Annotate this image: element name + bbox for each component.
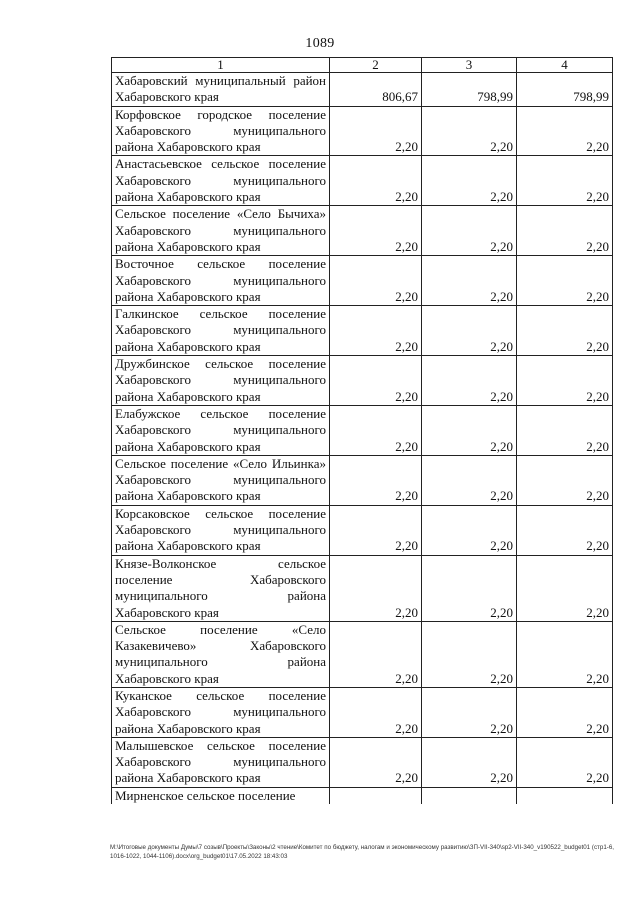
table-body [112,73,613,805]
municipality-name: Куканское сельское поселение Хабаровского муниципального района Хабаровского края [112,687,330,737]
budget-table [111,57,613,804]
table-row [112,621,613,687]
value-col4: 2,20 [517,555,613,621]
column-header-2: 2 [330,58,422,73]
value-col2: 2,20 [330,306,422,356]
value-col3: 2,20 [422,356,517,406]
value-col2: 2,20 [330,505,422,555]
value-col4: 2,20 [517,621,613,687]
table-row [112,455,613,505]
municipality-name: Дружбинское сельское поселение Хабаровского муниципального района Хабаровского края [112,356,330,406]
table-row [112,206,613,256]
value-col2: 806,67 [330,73,422,107]
table-row [112,106,613,156]
value-col2: 2,20 [330,156,422,206]
value-col2: 2,20 [330,555,422,621]
value-col3: 2,20 [422,256,517,306]
value-col4: 2,20 [517,737,613,787]
value-col3: 798,99 [422,73,517,107]
value-col2: 2,20 [330,356,422,406]
value-col3: 2,20 [422,455,517,505]
municipality-name: Корфовское городское поселение Хабаровского муниципального района Хабаровского края [112,106,330,156]
value-col2: 2,20 [330,206,422,256]
value-col2: 2,20 [330,621,422,687]
municipality-name: Князе-Волконское сельское поселение Хабаровского муниципального района Хабаровского края [112,555,330,621]
value-col2: 2,20 [330,455,422,505]
value-col4: 2,20 [517,356,613,406]
value-col4: 2,20 [517,687,613,737]
value-col4: 798,99 [517,73,613,107]
value-col3: 2,20 [422,505,517,555]
value-col4: 2,20 [517,106,613,156]
table-row [112,356,613,406]
table-row [112,737,613,787]
value-col2: 2,20 [330,106,422,156]
value-col4: 2,20 [517,156,613,206]
column-header-3: 3 [422,58,517,73]
municipality-name: Галкинское сельское поселение Хабаровского муниципального района Хабаровского края [112,306,330,356]
value-col2: 2,20 [330,256,422,306]
table-row [112,306,613,356]
value-col4: 2,20 [517,256,613,306]
column-header-1: 1 [112,58,330,73]
value-col3: 2,20 [422,621,517,687]
table-row [112,405,613,455]
value-col4: 2,20 [517,405,613,455]
value-col3: 2,20 [422,106,517,156]
municipality-name: Малышевское сельское поселение Хабаровского муниципального района Хабаровского края [112,737,330,787]
value-col2: 2,20 [330,687,422,737]
table-row [112,73,613,107]
document-file-path: M:\Итоговые документы Думы\7 созыв\Проекты\Законы\2 чтение\Комитет по бюджету, налогам и экономическому развитию\ЗП-VII-340\sp2-VII-340_v190522_budget01 (стр1-6, 1016-1022, 1044-1106).docx\org_budget01\17.05.2022 18:43:03 [110,844,614,860]
municipality-name: Елабужское сельское поселение Хабаровского муниципального района Хабаровского края [112,405,330,455]
value-col3: 2,20 [422,555,517,621]
table-row [112,687,613,737]
value-col3 [422,787,517,804]
column-header-4: 4 [517,58,613,73]
municipality-name: Восточное сельское поселение Хабаровского муниципального района Хабаровского края [112,256,330,306]
table-row [112,256,613,306]
value-col3: 2,20 [422,405,517,455]
value-col4: 2,20 [517,306,613,356]
value-col4: 2,20 [517,206,613,256]
municipality-name: Сельское поселение «Село Ильинка» Хабаровского муниципального района Хабаровского края [112,455,330,505]
value-col3: 2,20 [422,687,517,737]
value-col3: 2,20 [422,206,517,256]
value-col3: 2,20 [422,306,517,356]
municipality-name: Мирненское сельское поселение [112,787,330,804]
municipality-name: Хабаровский муниципальный район Хабаровского края [112,73,330,107]
table-row [112,505,613,555]
table-header-row [112,58,613,73]
municipality-name: Корсаковское сельское поселение Хабаровского муниципального района Хабаровского края [112,505,330,555]
table-row-partial [112,787,613,804]
page-number: 1089 [305,36,335,51]
value-col2 [330,787,422,804]
value-col4: 2,20 [517,505,613,555]
municipality-name: Сельское поселение «Село Бычиха» Хабаровского муниципального района Хабаровского края [112,206,330,256]
table-row [112,555,613,621]
municipality-name: Сельское поселение «Село Казакевичево» Хабаровского муниципального района Хабаровского края [112,621,330,687]
value-col3: 2,20 [422,737,517,787]
value-col3: 2,20 [422,156,517,206]
municipality-name: Анастасьевское сельское поселение Хабаровского муниципального района Хабаровского края [112,156,330,206]
value-col4: 2,20 [517,455,613,505]
value-col4 [517,787,613,804]
value-col2: 2,20 [330,737,422,787]
value-col2: 2,20 [330,405,422,455]
table-row [112,156,613,206]
